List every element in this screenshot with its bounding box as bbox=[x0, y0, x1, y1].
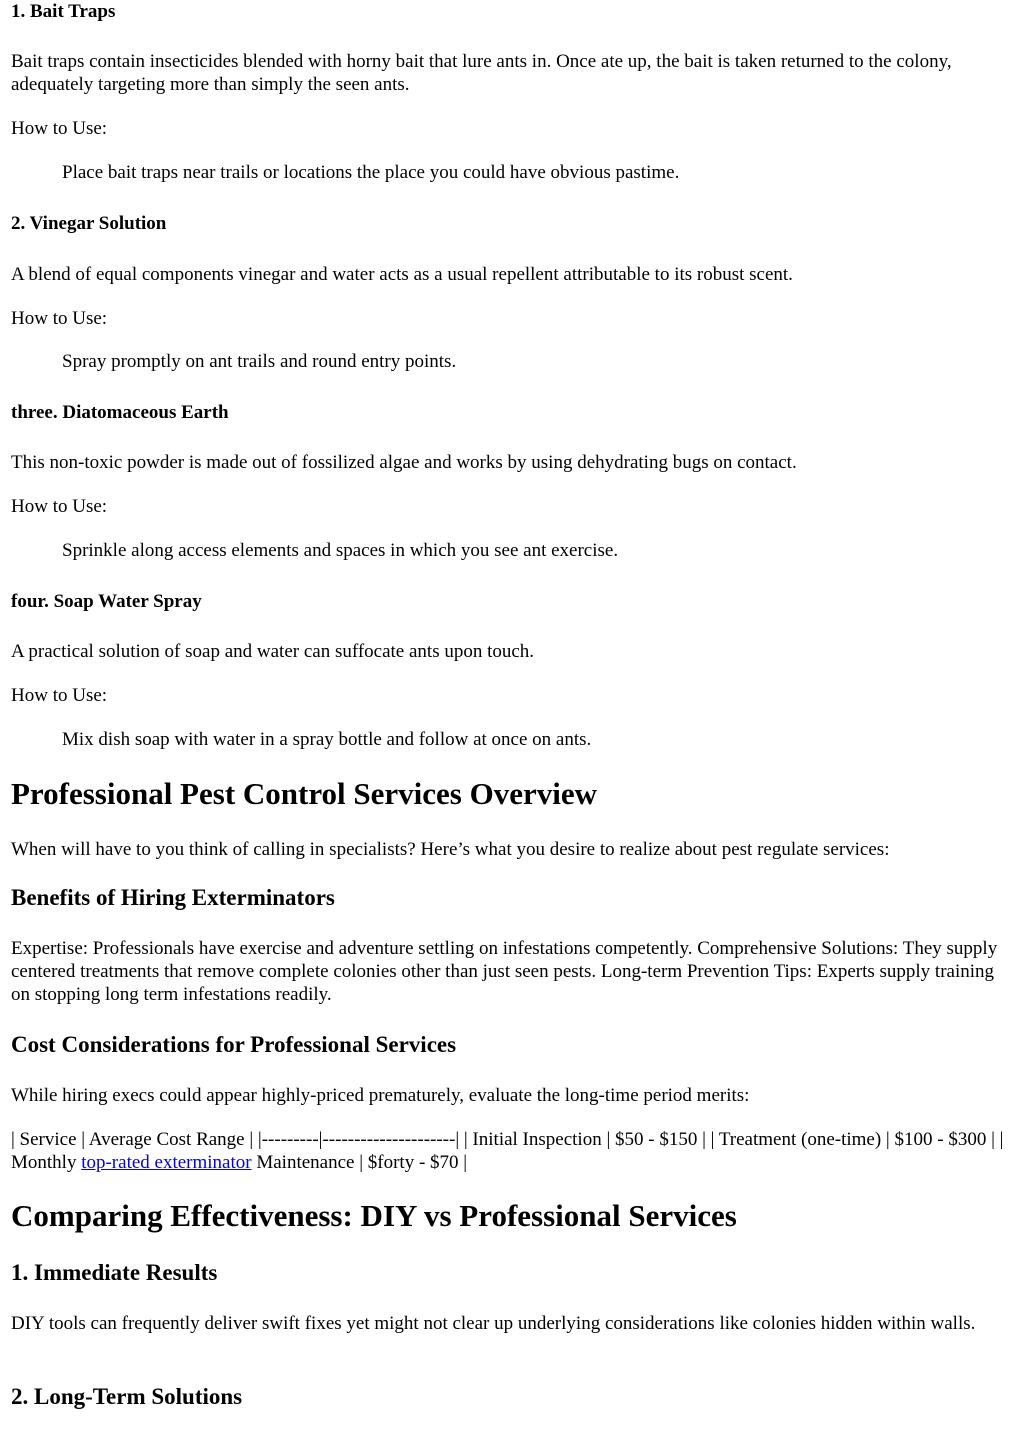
cost-table-text bbox=[11, 1128, 1013, 1174]
immediate-results-body: DIY tools can frequently deliver swift fixes yet might not clear up underlying considerations like colonies hidden within walls. bbox=[11, 1313, 976, 1334]
vinegar-heading: 2. Vinegar Solution bbox=[11, 213, 167, 234]
bait-traps-body: Bait traps contain insecticides blended with horny bait that lure ants in. Once ate up, the bait is taken returned to the colony, adequately targeting more than simply the seen ants. bbox=[11, 51, 952, 95]
vinegar-how-label: How to Use: bbox=[11, 308, 108, 329]
vinegar-how-text: Spray promptly on ant trails and round entry points. bbox=[62, 351, 457, 372]
soap-spray-body: A practical solution of soap and water can suffocate ants upon touch. bbox=[11, 641, 535, 662]
diatomaceous-how-text: Sprinkle along access elements and spaces in which you see ant exercise. bbox=[62, 540, 619, 561]
diatomaceous-how-label: How to Use: bbox=[11, 496, 108, 517]
immediate-results-heading: 1. Immediate Results bbox=[11, 1260, 218, 1285]
bait-traps-how-label: How to Use: bbox=[11, 118, 108, 139]
long-term-heading: 2. Long-Term Solutions bbox=[11, 1384, 243, 1409]
top-rated-exterminator-link[interactable]: top-rated exterminator bbox=[81, 1152, 252, 1173]
comparing-heading: Comparing Effectiveness: DIY vs Professional Services bbox=[11, 1198, 737, 1233]
cost-table-text-after: Maintenance | $forty - $70 | bbox=[251, 1152, 468, 1173]
diatomaceous-body: This non-toxic powder is made out of fossilized algae and works by using dehydrating bugs on contact. bbox=[11, 452, 797, 473]
soap-spray-how-text: Mix dish soap with water in a spray bottle and follow at once on ants. bbox=[62, 729, 592, 750]
soap-spray-how-label: How to Use: bbox=[11, 685, 108, 706]
benefits-heading: Benefits of Hiring Exterminators bbox=[11, 885, 335, 910]
professional-intro: When will have to you think of calling in specialists? Here’s what you desire to realize about pest regulate services: bbox=[11, 839, 890, 860]
cost-heading: Cost Considerations for Professional Services bbox=[11, 1032, 457, 1057]
diatomaceous-heading: three. Diatomaceous Earth bbox=[11, 402, 229, 423]
bait-traps-how-text: Place bait traps near trails or locations the place you could have obvious pastime. bbox=[62, 162, 680, 183]
vinegar-body: A blend of equal components vinegar and water acts as a usual repellent attributable to its robust scent. bbox=[11, 264, 793, 285]
cost-intro: While hiring execs could appear highly-priced prematurely, evaluate the long-time period merits: bbox=[11, 1085, 750, 1106]
soap-spray-heading: four. Soap Water Spray bbox=[11, 591, 202, 612]
cost-table-text-before: | Service | Average Cost Range | |---------|---------------------| | Initial Inspection | $50 - $150 | | Treatment (one-time) | $100 - $300 | | Monthly bbox=[11, 1129, 1004, 1173]
benefits-body: Expertise: Professionals have exercise and adventure settling on infestations competently. Comprehensive Solutions: They supply centered treatments that remove complete colonies other than just seen pests. Long-term Prevention Tips: Experts supply training on stopping long term infestations readily. bbox=[11, 938, 998, 1005]
professional-overview-heading: Professional Pest Control Services Overview bbox=[11, 776, 598, 811]
bait-traps-heading: 1. Bait Traps bbox=[11, 1, 116, 22]
